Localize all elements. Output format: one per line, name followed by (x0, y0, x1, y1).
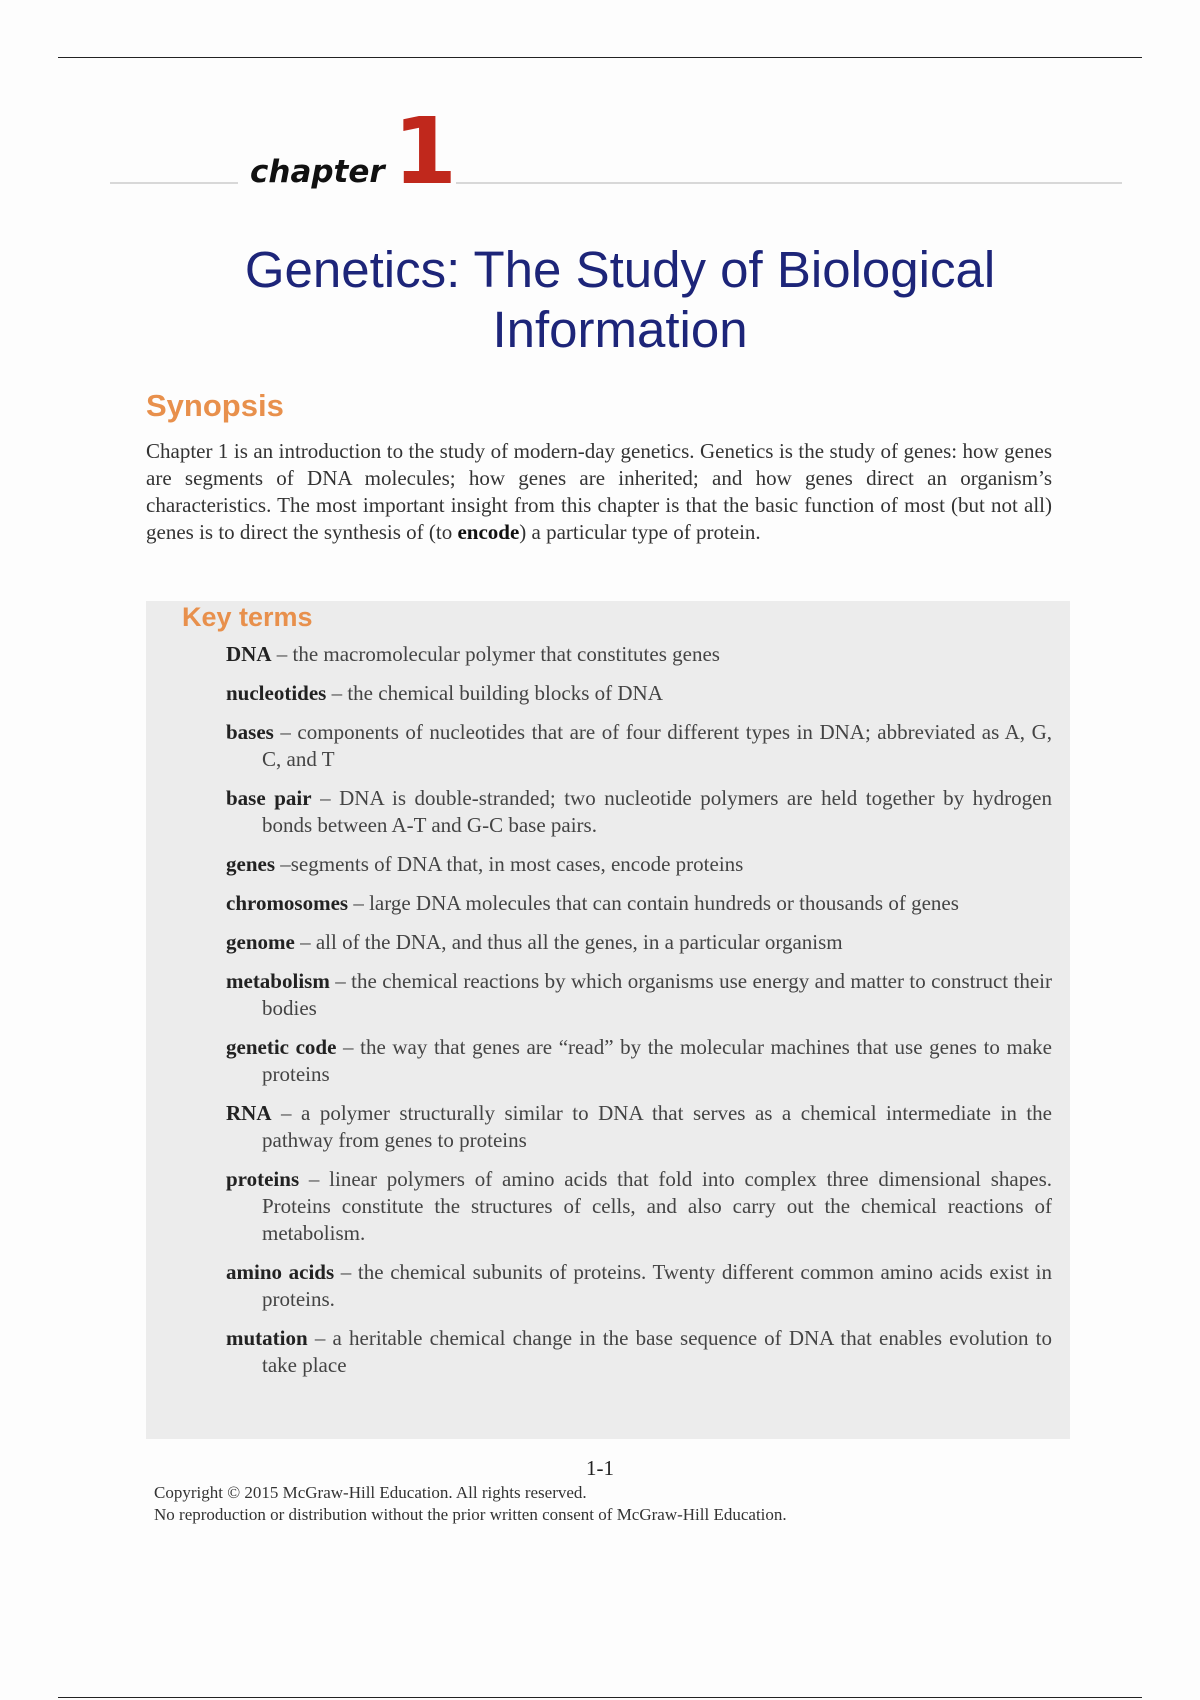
term-word: metabolism (226, 969, 330, 993)
key-terms-heading: Key terms (182, 602, 313, 632)
synopsis-bold-term: encode (457, 520, 520, 544)
term-definition: – a heritable chemical change in the base sequence of DNA that enables evolution to take place (262, 1326, 1052, 1377)
term-word: nucleotides (226, 681, 327, 705)
key-term-genome (226, 929, 1052, 956)
chapter-number: 1 (393, 98, 458, 205)
key-term-dna (226, 641, 1052, 668)
bottom-rule (58, 1697, 1142, 1698)
key-term-amino-acids (226, 1259, 1052, 1313)
term-definition: – the macromolecular polymer that constitutes genes (271, 642, 720, 666)
term-definition: – components of nucleotides that are of four different types in DNA; abbreviated as A, G, C, and T (262, 720, 1052, 771)
term-definition: – the chemical reactions by which organisms use energy and matter to construct their bodies (262, 969, 1052, 1020)
term-definition: – the way that genes are “read” by the molecular machines that use genes to make proteins (262, 1035, 1052, 1086)
top-rule (58, 57, 1142, 58)
term-definition: – all of the DNA, and thus all the genes, in a particular organism (294, 930, 843, 954)
term-word: proteins (226, 1167, 300, 1191)
chapter-line-left (110, 182, 238, 184)
term-word: mutation (226, 1326, 308, 1350)
synopsis-text-after: ) a particular type of protein. (519, 520, 761, 544)
key-term-nucleotides (226, 680, 1052, 707)
term-definition: – the chemical subunits of proteins. Twenty different common amino acids exist in proteins. (262, 1260, 1053, 1311)
key-term-mutation (226, 1325, 1052, 1379)
chapter-line-right (456, 182, 1122, 184)
term-word: genetic code (226, 1035, 337, 1059)
term-word: base pair (226, 786, 312, 810)
chapter-title (120, 240, 1120, 360)
copyright-line-2: No reproduction or distribution without the prior written consent of McGraw-Hill Education. (154, 1505, 787, 1524)
key-term-proteins (226, 1166, 1052, 1247)
key-term-chromosomes (226, 890, 1052, 917)
term-word: RNA (226, 1101, 272, 1125)
term-definition: – the chemical building blocks of DNA (326, 681, 663, 705)
term-word: genes (226, 852, 275, 876)
copyright-line-1: Copyright © 2015 McGraw-Hill Education. All rights reserved. (154, 1483, 587, 1502)
term-word: amino acids (226, 1260, 335, 1284)
page-number: 1-1 (586, 1456, 614, 1480)
term-word: genome (226, 930, 295, 954)
term-word: DNA (226, 642, 272, 666)
chapter-title-line-1: Genetics: The Study of Biological (244, 241, 996, 298)
key-term-genetic-code (226, 1034, 1052, 1088)
key-terms-list (226, 641, 1052, 1391)
chapter-header (110, 98, 1122, 220)
term-definition: – DNA is double-stranded; two nucleotide polymers are held together by hydrogen bonds between A-T and G-C base pairs. (262, 786, 1052, 837)
chapter-title-line-2: Information (492, 301, 748, 358)
synopsis-paragraph (146, 438, 1052, 546)
key-term-genes (226, 851, 1052, 878)
synopsis-heading: Synopsis (146, 388, 284, 423)
key-term-metabolism (226, 968, 1052, 1022)
term-definition: –segments of DNA that, in most cases, encode proteins (275, 852, 744, 876)
key-term-base-pair (226, 785, 1052, 839)
term-word: chromosomes (226, 891, 349, 915)
chapter-label: chapter (250, 154, 385, 190)
key-term-bases (226, 719, 1052, 773)
synopsis-text-before: Chapter 1 is an introduction to the study of modern-day genetics. Genetics is the study of genes: how genes are segments of DNA molecules; how genes are inherited; and how genes direct an organism’s characteristics. The most important insight from this chapter is that the basic function of most (but not all) genes is to direct the synthesis of (to (146, 439, 1052, 544)
term-definition: – a polymer structurally similar to DNA that serves as a chemical intermediate in the pathway from genes to proteins (262, 1101, 1052, 1152)
term-definition: – large DNA molecules that can contain hundreds or thousands of genes (348, 891, 959, 915)
copyright-notice (154, 1482, 787, 1526)
key-term-rna (226, 1100, 1052, 1154)
term-word: bases (226, 720, 274, 744)
term-definition: – linear polymers of amino acids that fold into complex three dimensional shapes. Proteins constitute the structures of cells, and also carry out the chemical reactions of metabolism. (262, 1167, 1052, 1245)
